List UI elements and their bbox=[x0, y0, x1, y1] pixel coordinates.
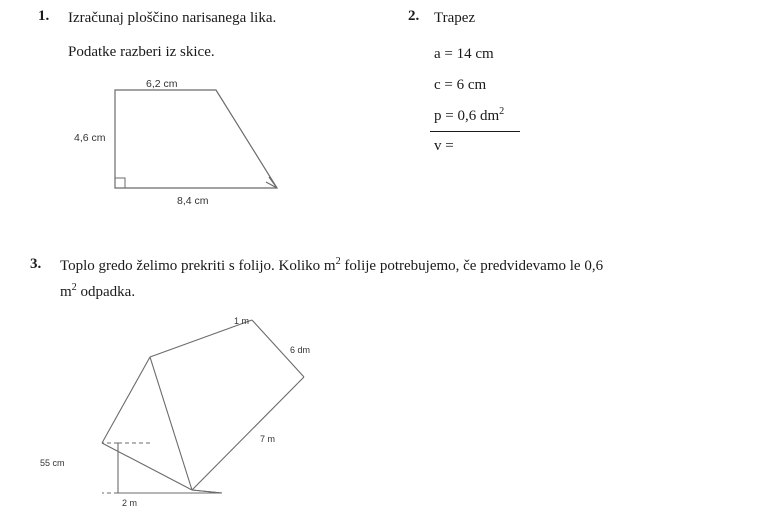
problem-2-answer-line: v = bbox=[434, 138, 454, 154]
problem-2-title: Trapez bbox=[434, 10, 476, 26]
problem-1-text-line-2: Podatke razberi iz skice. bbox=[68, 44, 215, 60]
problem-3-text-line-1 bbox=[60, 256, 603, 276]
problem-1-number: 1. bbox=[38, 8, 50, 24]
trapezoid-figure bbox=[70, 76, 370, 211]
trapezoid-top-label: 6,2 cm bbox=[146, 78, 178, 90]
problem-3-text-line-2 bbox=[60, 282, 135, 302]
problem-2-given-p-superscript: 2 bbox=[499, 106, 505, 117]
prism-top-edge-label: 1 m bbox=[234, 316, 250, 326]
prism-figure bbox=[40, 305, 370, 515]
problem-3-line-1-superscript: 2 bbox=[335, 256, 341, 267]
problem-3-line-2-superscript: 2 bbox=[71, 282, 77, 293]
problem-2-given-p-text: p = 0,6 dm bbox=[434, 108, 500, 124]
problem-3-text-line-2-prefix: m bbox=[60, 284, 72, 300]
problem-3-text-line-2-rest: odpadka. bbox=[76, 284, 136, 300]
problem-2-given-c: c = 6 cm bbox=[434, 77, 487, 93]
prism-slant-label: 6 dm bbox=[290, 345, 311, 355]
trapezoid-left-label: 4,6 cm bbox=[74, 132, 106, 144]
prism-base-width-label: 2 m bbox=[122, 498, 138, 508]
problem-2-given-p bbox=[434, 106, 504, 126]
problem-1-text-line-1: Izračunaj ploščino narisanega lika. bbox=[68, 10, 277, 26]
problem-2-given-a: a = 14 cm bbox=[434, 46, 494, 62]
problem-2-divider bbox=[430, 131, 520, 132]
problem-3-number: 3. bbox=[30, 256, 42, 272]
problem-3-text-line-1-rest: folije potrebujemo, če predvidevamo le 0,6 bbox=[340, 258, 604, 274]
problem-2-number: 2. bbox=[408, 8, 420, 24]
prism-height-label: 55 cm bbox=[40, 458, 65, 468]
prism-length-label: 7 m bbox=[260, 434, 276, 444]
trapezoid-bottom-label: 8,4 cm bbox=[177, 195, 209, 207]
problem-3-text-line-1-main: Toplo gredo želimo prekriti s folijo. Koliko m bbox=[60, 258, 336, 274]
